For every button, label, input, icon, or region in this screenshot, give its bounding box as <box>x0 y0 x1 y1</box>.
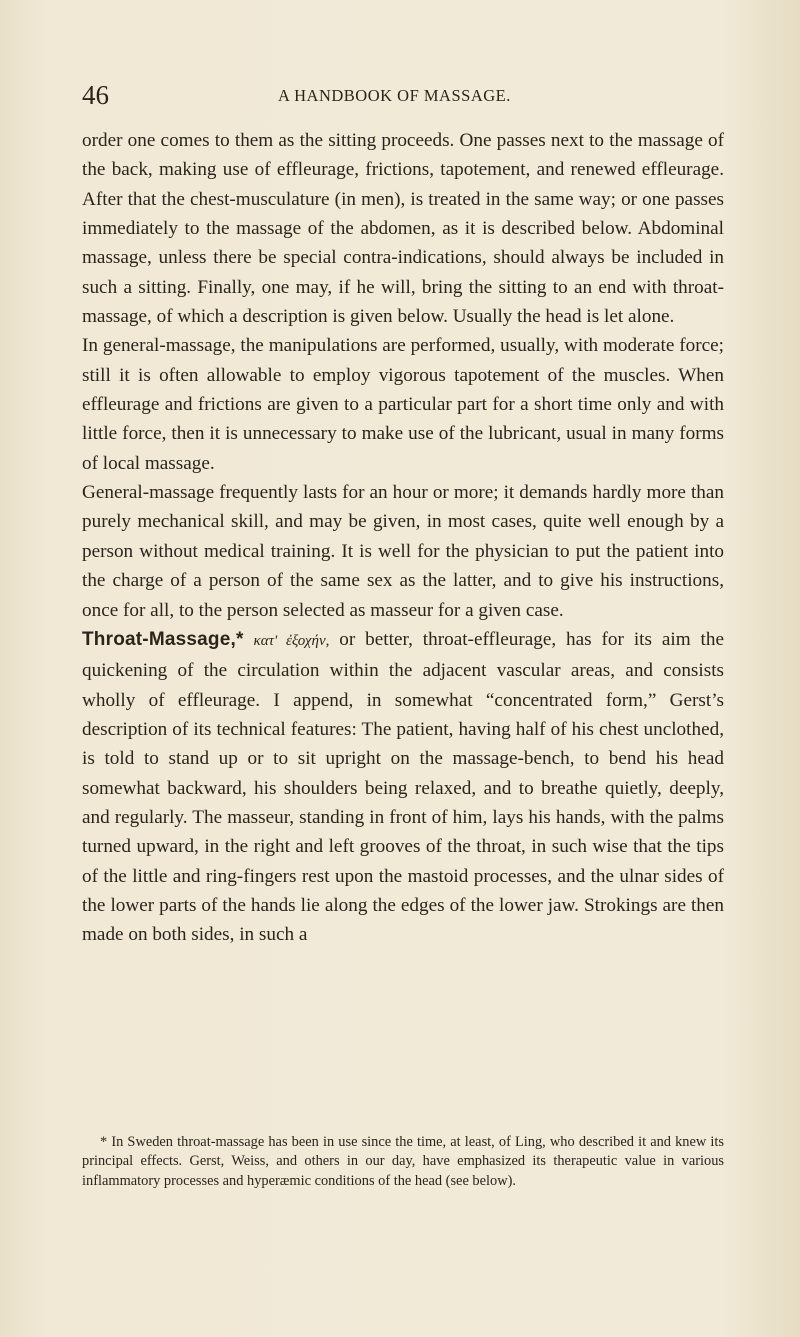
page-number: 46 <box>82 80 109 110</box>
paragraph-3: General-massage frequently lasts for an hour or more; it demands hardly more than purely mechanical skill, and may be given, in most cases, quite well enough by a person without medical training. It is well for the physician to put the patient into the charge of a person of the same sex as the latter, and to give his instructions, once for all, to the person selected as masseur for a given case. <box>82 482 724 621</box>
paragraph-2: In general-massage, the manipulations are performed, usually, with moderate force; still it is often allowable to employ vigorous tapotement of the muscles. When effleurage and frictions are given to a particular part for a short time only and with little force, then it is unnecessary to make use of the lubricant, usual in many forms of local massage. <box>82 335 724 474</box>
greek-phrase: κατ' ἐξοχήν, <box>253 632 330 649</box>
paragraph-1: order one comes to them as the sitting proceeds. One passes next to the massage of the back, making use of effleurage, frictions, tapotement, and renewed effleurage. After that the chest-musculature (in men), is treated in the same way; or one passes immediately to the massage of the abdomen, as it is described below. Abdominal massage, unless there be special contra-indications, should always be included in such a sitting. Finally, one may, if he will, bring the sitting to an end with throat-massage, of which a description is given below. Usually the head is let alone. <box>82 130 724 328</box>
throat-massage-paragraph <box>82 625 724 950</box>
throat-massage-text: or better, throat-effleurage, has for its aim the quickening of the circulation within the adjacent vascular areas, and consists wholly of effleurage. I append, in somewhat “concentrated form,” Gerst’s description of its technical features: The patient, having half of his chest unclothed, is told to stand up or to sit upright on the massage-bench, to bend his head somewhat backward, his shoulders being relaxed, and to breathe quietly, deeply, and regularly. The masseur, standing in front of him, lays his hands, with the palms turned upward, in the right and left grooves of the throat, in such wise that the tips of the little and ring-fingers rest upon the mastoid processes, and the ulnar sides of the lower parts of the hands lie along the edges of the lower jaw. Strokings are then made on both sides, in such a <box>82 628 724 946</box>
section-heading: Throat-Massage,* <box>82 628 244 650</box>
page-header <box>82 78 722 118</box>
footnote: * In Sweden throat-massage has been in use since the time, at least, of Ling, who described it and knew its principal effects. Gerst, Weiss, and others in our day, have emphasized its therapeutic value in various inflammatory processes and hyperæmic conditions of the head (see below). <box>82 1134 724 1189</box>
running-title: A HANDBOOK OF MASSAGE. <box>278 86 511 105</box>
body-text <box>82 126 724 950</box>
